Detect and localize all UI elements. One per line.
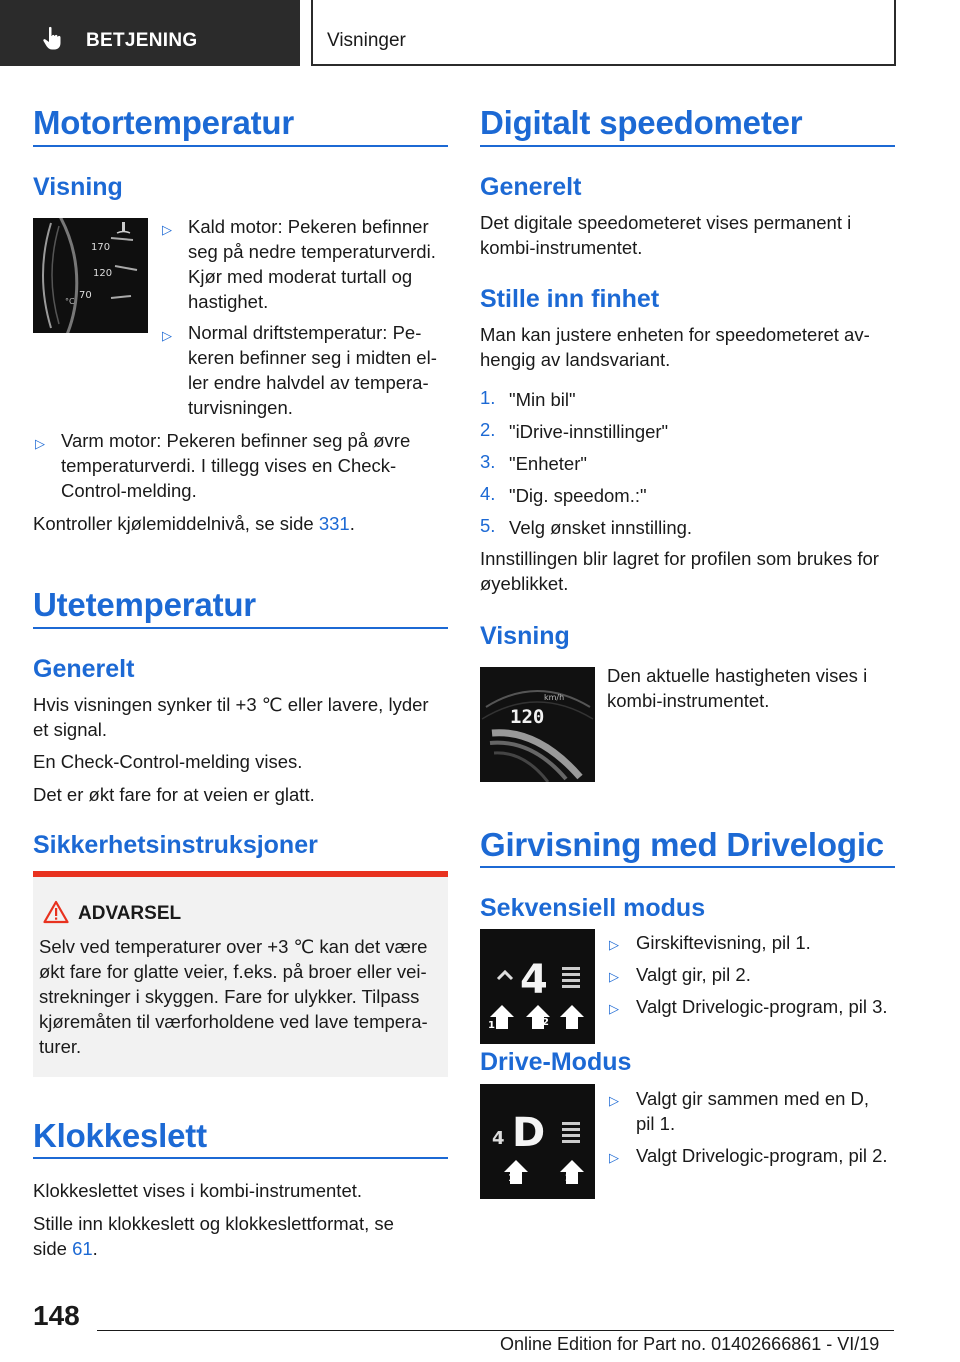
temperature-gauge-image xyxy=(33,218,148,333)
svg-text:1: 1 xyxy=(488,1020,495,1031)
motortemperatur-title: Motortemperatur xyxy=(33,104,295,141)
title-rule xyxy=(33,627,448,629)
bullet-triangle-icon: ▷ xyxy=(609,969,619,984)
title-rule xyxy=(33,145,448,147)
speedo-generelt-text: Det digitale speedometeret vises permanent i kombi-instrumentet. xyxy=(480,212,852,258)
section-tab xyxy=(0,0,300,66)
motor-visning-heading: Visning xyxy=(33,173,123,201)
bullet-triangle-icon: ▷ xyxy=(609,1001,619,1016)
drive-gear-small: 4 xyxy=(492,1128,505,1149)
warning-triangle-icon xyxy=(43,900,69,924)
coolant-reference: Kontroller kjølemiddelnivå, se side 331. xyxy=(33,513,355,534)
svg-text:3: 3 xyxy=(567,1017,574,1028)
drive-bullet-2: Valgt Drivelogic-program, pil 2. xyxy=(636,1145,888,1166)
klokke-text-1: Klokkeslettet vises i kombi-instrumentet. xyxy=(33,1180,363,1201)
bullet-triangle-icon: ▷ xyxy=(609,1093,619,1108)
speedo-generelt-heading: Generelt xyxy=(480,173,582,201)
saved-text: Innstillingen blir lagret for profilen som brukes for øyeblikket. xyxy=(480,548,879,594)
klokke-text-2: Stille inn klokkeslett og klokkeslettformat, se side 61. xyxy=(33,1213,394,1259)
step-text: Velg ønsket innstilling. xyxy=(509,517,693,538)
step-text: "iDrive-innstillinger" xyxy=(509,421,669,442)
step-number: 2. xyxy=(480,419,496,440)
page-number: 148 xyxy=(33,1300,80,1331)
ute-generelt-text: Hvis visningen synker til +3 ℃ eller lavere, lyder et signal. xyxy=(33,694,429,740)
step-number: 5. xyxy=(480,515,496,536)
step-number: 4. xyxy=(480,483,496,504)
step-text: "Dig. speedom.:" xyxy=(509,485,647,506)
step-number: 1. xyxy=(480,387,496,408)
warning-box xyxy=(33,871,448,1077)
sekv-bullet-2: Valgt gir, pil 2. xyxy=(636,964,751,985)
bullet-warm-motor: Varm motor: Pekeren befinner seg på øvre temperaturverdi. I tillegg vises en Check- Control-melding. xyxy=(61,430,411,501)
warning-label: ADVARSEL xyxy=(78,903,182,924)
stille-inn-enhet-heading: Stille inn finhet xyxy=(480,285,660,313)
title-rule xyxy=(480,866,895,868)
edition-text: Online Edition for Part no. 01402666861 - VI/19 xyxy=(500,1334,880,1354)
svg-text:1: 1 xyxy=(508,1173,515,1184)
bullet-triangle-icon: ▷ xyxy=(609,937,619,952)
chapter-tab xyxy=(311,0,896,66)
bullet-triangle-icon: ▷ xyxy=(162,328,172,343)
sekv-bullet-1: Girskiftevisning, pil 1. xyxy=(636,932,811,953)
speed-unit: km/h xyxy=(544,693,565,702)
ute-generelt-heading: Generelt xyxy=(33,655,135,683)
speedo-visning-text: Den aktuelle hastigheten vises i kombi-instrumentet. xyxy=(607,665,868,711)
ute-glatt-text: Det er økt fare for at veien er glatt. xyxy=(33,784,315,805)
warning-text: Selv ved temperaturer over +3 ℃ kan det være økt fare for glatte veier, f.eks. på broer eller vei- strekninger i skyggen. Fare for ulykker. Tilpass kjøremåten til værforholdene ved lave tempera- turer. xyxy=(39,936,428,1057)
gauge-tick-170: 170 xyxy=(91,242,111,253)
speedo-visning-heading: Visning xyxy=(480,622,570,650)
step-number: 3. xyxy=(480,451,496,472)
sequential-mode-image xyxy=(480,929,595,1044)
bullet-cold-motor: Kald motor: Pekeren befinner seg på nedre temperaturverdi. Kjør med moderat turtall og hastighet. xyxy=(188,216,436,312)
sekvensiell-heading: Sekvensiell modus xyxy=(480,894,706,922)
step-text: "Min bil" xyxy=(509,389,576,410)
sekv-bullet-3: Valgt Drivelogic-program, pil 3. xyxy=(636,996,888,1017)
bullet-triangle-icon: ▷ xyxy=(609,1150,619,1165)
page-link-61[interactable]: 61 xyxy=(72,1238,93,1259)
chapter-title: Visninger xyxy=(327,30,406,51)
gauge-tick-120: 120 xyxy=(93,268,113,279)
digital-speedometer-image xyxy=(480,667,595,782)
drive-gear-letter: D xyxy=(512,1110,546,1156)
step-text: "Enheter" xyxy=(509,453,587,474)
bullet-triangle-icon: ▷ xyxy=(162,222,172,237)
gauge-unit: °C xyxy=(65,297,75,306)
digitalt-speedometer-title: Digitalt speedometer xyxy=(480,104,803,141)
svg-text:2: 2 xyxy=(542,1017,549,1028)
bullet-triangle-icon: ▷ xyxy=(35,436,45,451)
ute-check-control-text: En Check-Control-melding vises. xyxy=(33,751,303,772)
section-title: BETJENING xyxy=(86,30,198,51)
sikkerhet-heading: Sikkerhetsinstruksjoner xyxy=(33,831,318,859)
klokkeslett-title: Klokkeslett xyxy=(33,1117,207,1154)
speed-value: 120 xyxy=(510,706,545,728)
gauge-tick-70: 70 xyxy=(79,290,92,301)
svg-text:2: 2 xyxy=(565,1173,572,1184)
page-link-331[interactable]: 331 xyxy=(318,513,350,534)
page-header xyxy=(0,0,960,66)
enhet-text: Man kan justere enheten for speedometeret av- hengig av landsvariant. xyxy=(480,324,870,370)
drive-mode-image xyxy=(480,1084,595,1199)
footer-rule xyxy=(97,1330,894,1331)
drive-bullet-1: Valgt gir sammen med en D, pil 1. xyxy=(636,1088,870,1134)
girvisning-title: Girvisning med Drivelogic xyxy=(480,826,884,863)
gear-number: 4 xyxy=(520,957,548,1003)
title-rule xyxy=(33,1157,448,1159)
drive-modus-heading: Drive-Modus xyxy=(480,1048,632,1076)
bullet-normal-temp: Normal driftstemperatur: Pe- keren befinner seg i midten el- ler endre halvdel av tempera- turvisningen. xyxy=(188,322,437,418)
title-rule xyxy=(480,145,895,147)
hand-pointer-icon xyxy=(40,25,66,51)
utetemperatur-title: Utetemperatur xyxy=(33,586,256,623)
